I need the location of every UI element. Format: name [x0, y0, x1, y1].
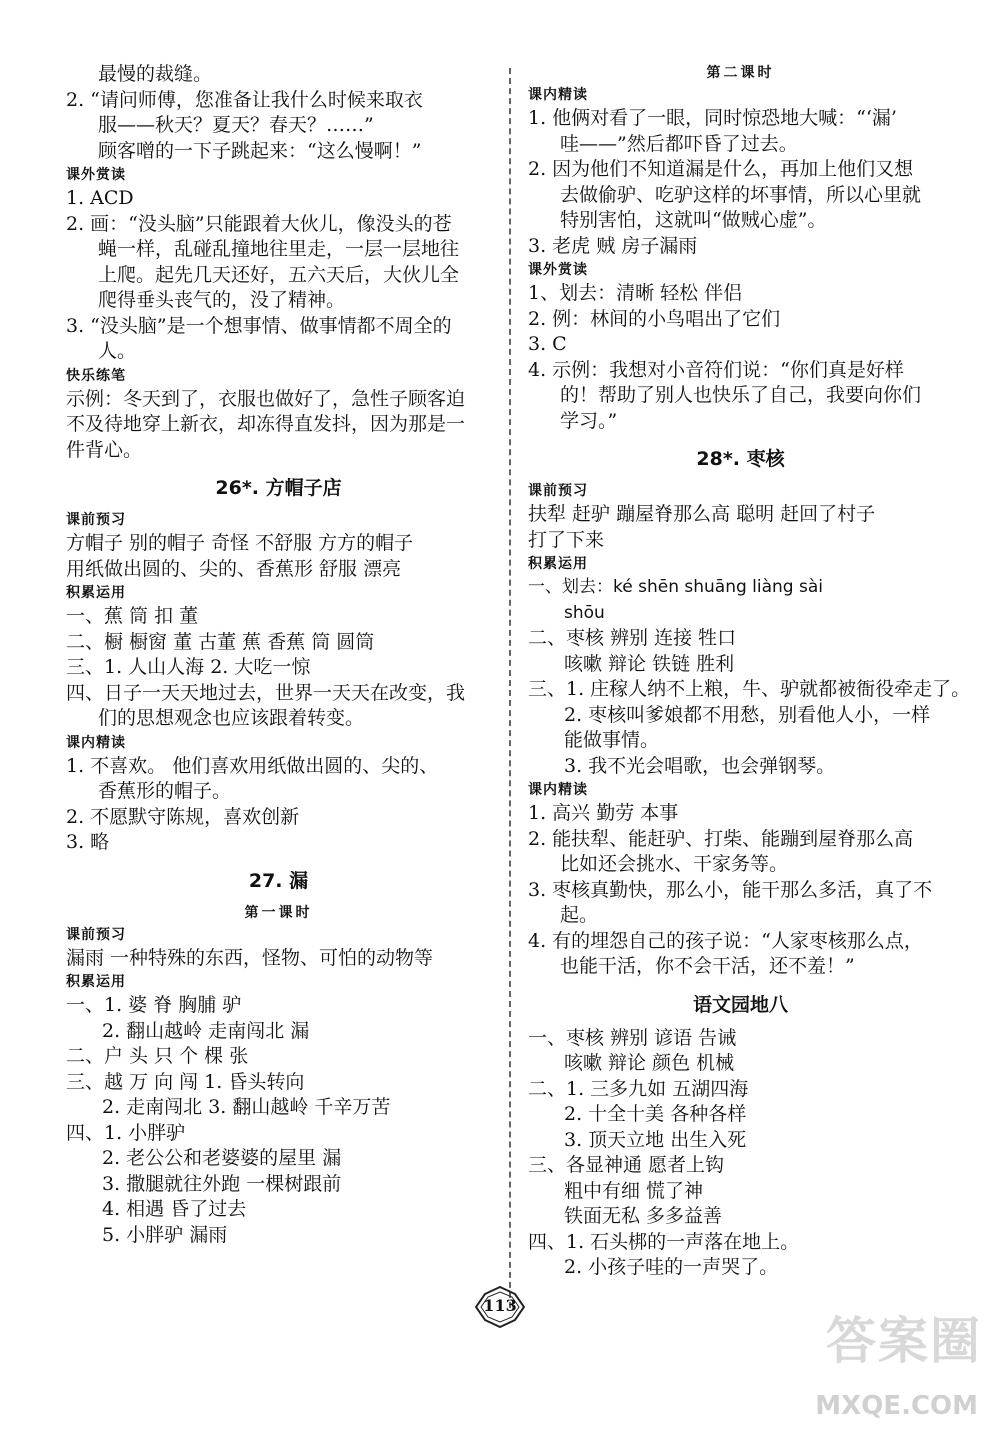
answer-line: 件背心。 [66, 438, 143, 461]
answer-line: 学习。” [560, 409, 618, 432]
answer-line: 1、划去：清晰 轻松 伴侣 [528, 282, 743, 304]
answer-line: 2. 十全十美 各种各样 [564, 1103, 747, 1125]
answer-line: 4. 有的埋怨自己的孩子说：“人家枣核那么点， [528, 929, 923, 952]
answer-line: 2. 画：“没头脑”只能跟着大伙儿，像没头的苍 [66, 212, 452, 235]
answer-line: 咳嗽 辩论 颜色 机械 [564, 1052, 735, 1074]
pinyin-line: shōu [564, 602, 605, 623]
answer-line: 的！帮助了别人也快乐了自己，我要向你们 [560, 384, 922, 406]
answer-line: 上爬。起先几天还好，五六天后，大伙儿全 [98, 263, 460, 286]
answer-line: 4. 相遇 昏了过去 [102, 1198, 247, 1220]
answer-line: 一、枣核 辨别 谚语 告诫 [528, 1026, 737, 1049]
answer-line: 5. 小胖驴 漏雨 [102, 1223, 228, 1246]
answer-line: 2. 例：林间的小鸟唱出了它们 [528, 307, 781, 330]
section-heading: 课前预习 [66, 926, 126, 943]
answer-line: 3. 枣核真勤快，那么小，能干那么多活，真了不 [528, 878, 933, 901]
answer-line: 爬得垂头丧气的，没了精神。 [98, 289, 346, 311]
answer-line: 3. 撒腿就往外跑 一棵树跟前 [102, 1172, 342, 1195]
answer-line: 2. 不愿默守陈规，喜欢创新 [66, 805, 300, 828]
answer-line: 方帽子 别的帽子 奇怪 不舒服 方方的帽子 [66, 532, 414, 554]
section-heading: 快乐练笔 [66, 367, 126, 384]
answer-line: 四、1. 石头梆的一声落在地上。 [528, 1230, 800, 1253]
page-number: 113 [483, 1296, 517, 1315]
answer-line: 一、蕉 筒 扣 董 [66, 605, 199, 627]
lesson-title: 语文园地八 [692, 993, 788, 1016]
section-heading: 积累运用 [528, 556, 588, 572]
answer-line: 3. “没头脑”是一个想事情、做事情都不周全的 [66, 314, 452, 337]
answer-line: 2. 能扶犁、能赶驴、打柴、能蹦到屋脊那么高 [528, 827, 914, 850]
answer-line: 蝇一样，乱碰乱撞地往里走，一层一层地往 [98, 238, 460, 260]
answer-line: 扶犁 赶驴 蹦屋脊那么高 聪明 赶回了村子 [528, 503, 876, 525]
answer-line: 服——秋天？夏天？春天？……” [98, 114, 374, 136]
column-divider [509, 68, 511, 1308]
answer-line: 4. 示例：我想对小音符们说：“你们真是好样 [528, 358, 904, 381]
answer-line: 四、日子一天天地过去，世界一天天在改变，我 [66, 681, 466, 704]
lesson-subtitle: 第一课时 [244, 904, 313, 921]
answer-line: 起。 [560, 904, 599, 926]
watermark-logo: 答案圈 [826, 1312, 982, 1370]
answer-line: 3. 顶天立地 出生入死 [564, 1128, 747, 1151]
section-heading: 课内精读 [528, 782, 588, 798]
answer-line: 3. 我不光会唱歌，也会弹钢琴。 [564, 754, 836, 777]
answer-line: 2. 老公公和老婆婆的屋里 漏 [102, 1147, 342, 1169]
answer-line: 示例：冬天到了，衣服也做好了，急性子顾客迫 [66, 387, 466, 410]
answer-line: 打了下来 [528, 528, 605, 551]
answer-line: 二、橱 橱窗 董 古董 蕉 香蕉 筒 圆筒 [66, 630, 375, 653]
lesson-title: 28*. 枣核 [696, 448, 785, 470]
answer-line: 三、越 万 向 闯 1. 昏头转向 [66, 1070, 305, 1093]
answer-line: 1. 高兴 勤劳 本事 [528, 802, 679, 824]
answer-line: 2. 枣核叫爹娘都不用愁，别看他人小，一样 [564, 703, 931, 726]
section-heading: 课内精读 [66, 734, 126, 751]
section-heading: 课外赏读 [528, 262, 588, 278]
answer-line: 去做偷驴、吃驴这样的坏事情，所以心里就 [560, 183, 922, 206]
answer-line: 漏雨 一种特殊的东西，怪物、可怕的动物等 [66, 946, 434, 969]
section-heading: 积累运用 [66, 585, 126, 601]
answer-line: 能做事情。 [564, 729, 660, 751]
answer-line: 三、各显神通 愿者上钩 [528, 1154, 725, 1176]
answer-line: 铁面无私 多多益善 [564, 1205, 723, 1227]
answer-line: 粗中有细 慌了神 [564, 1179, 704, 1202]
answer-line: 用纸做出圆的、尖的、香蕉形 舒服 漂亮 [66, 557, 402, 580]
answer-line: 人。 [98, 340, 137, 362]
answer-line: 2. 小孩子哇的一声哭了。 [564, 1256, 779, 1278]
answer-line: 2. 因为他们不知道漏是什么，再加上他们又想 [528, 158, 914, 180]
answer-line: 四、1. 小胖驴 [66, 1121, 186, 1144]
answer-line: 1. 他俩对看了一眼，同时惊恐地大喊：“‘漏’ [528, 107, 897, 129]
answer-line: 比如还会挑水、干家务等。 [560, 853, 789, 875]
answer-line: 2. “请问师傅，您准备让我什么时候来取衣 [66, 88, 423, 111]
answer-line: 三、1. 庄稼人纳不上粮，牛、驴就都被衙役牵走了。 [528, 678, 971, 700]
answer-line: 1. ACD [66, 187, 134, 209]
answer-line: 3. C [528, 333, 567, 355]
answer-line: 不及待地穿上新衣，却冻得直发抖，因为那是一 [66, 413, 466, 435]
answer-line: 二、户 头 只 个 棵 张 [66, 1045, 249, 1067]
lesson-subtitle: 第二课时 [706, 65, 775, 81]
answer-line: 二、枣核 辨别 连接 牲口 [528, 627, 737, 649]
watermark-url: MXQE.COM [815, 1391, 978, 1421]
answer-line: 2. 翻山越岭 走南闯北 漏 [102, 1019, 310, 1042]
answer-line: 一、1. 婆 脊 胸脯 驴 [66, 994, 242, 1016]
answer-line: 咳嗽 辩论 铁链 胜利 [564, 652, 735, 675]
lesson-title: 26*. 方帽子店 [215, 477, 342, 499]
section-heading: 课外赏读 [66, 167, 126, 183]
lesson-title: 27. 漏 [248, 869, 309, 892]
answer-line: 1. 不喜欢。 他们喜欢用纸做出圆的、尖的、 [66, 754, 439, 777]
watermark [772, 1301, 982, 1421]
left-column [66, 62, 491, 1248]
answer-line: 二、1. 三多九如 五湖四海 [528, 1077, 749, 1100]
right-column [528, 62, 971, 1281]
answer-line: 三、1. 人山人海 2. 大吃一惊 [66, 656, 311, 678]
answer-line: 香蕉形的帽子。 [98, 780, 232, 802]
section-heading: 课前预习 [528, 483, 588, 499]
answer-line: 2. 走南闯北 3. 翻山越岭 千辛万苦 [102, 1096, 391, 1118]
pinyin-line: 一、划去：ké shēn shuāng liàng sài [528, 577, 823, 597]
section-heading: 课内精读 [528, 87, 588, 103]
answer-line: 也能干活，你不会干活，还不羞！” [560, 955, 855, 977]
answer-line: 特别害怕，这就叫“做贼心虚”。 [560, 209, 827, 231]
answer-line: 顾客噌的一下子跳起来：“这么慢啊！” [98, 139, 422, 162]
answer-line: 们的思想观念也应该跟着转变。 [98, 707, 365, 729]
answer-line: 3. 老虎 贼 房子漏雨 [528, 234, 698, 257]
answer-line: 最慢的裁缝。 [98, 63, 213, 85]
section-heading: 课前预习 [66, 512, 126, 528]
answer-line: 哇——”然后都吓昏了过去。 [560, 132, 798, 155]
answer-line: 3. 略 [66, 831, 110, 853]
section-heading: 积累运用 [66, 974, 126, 990]
